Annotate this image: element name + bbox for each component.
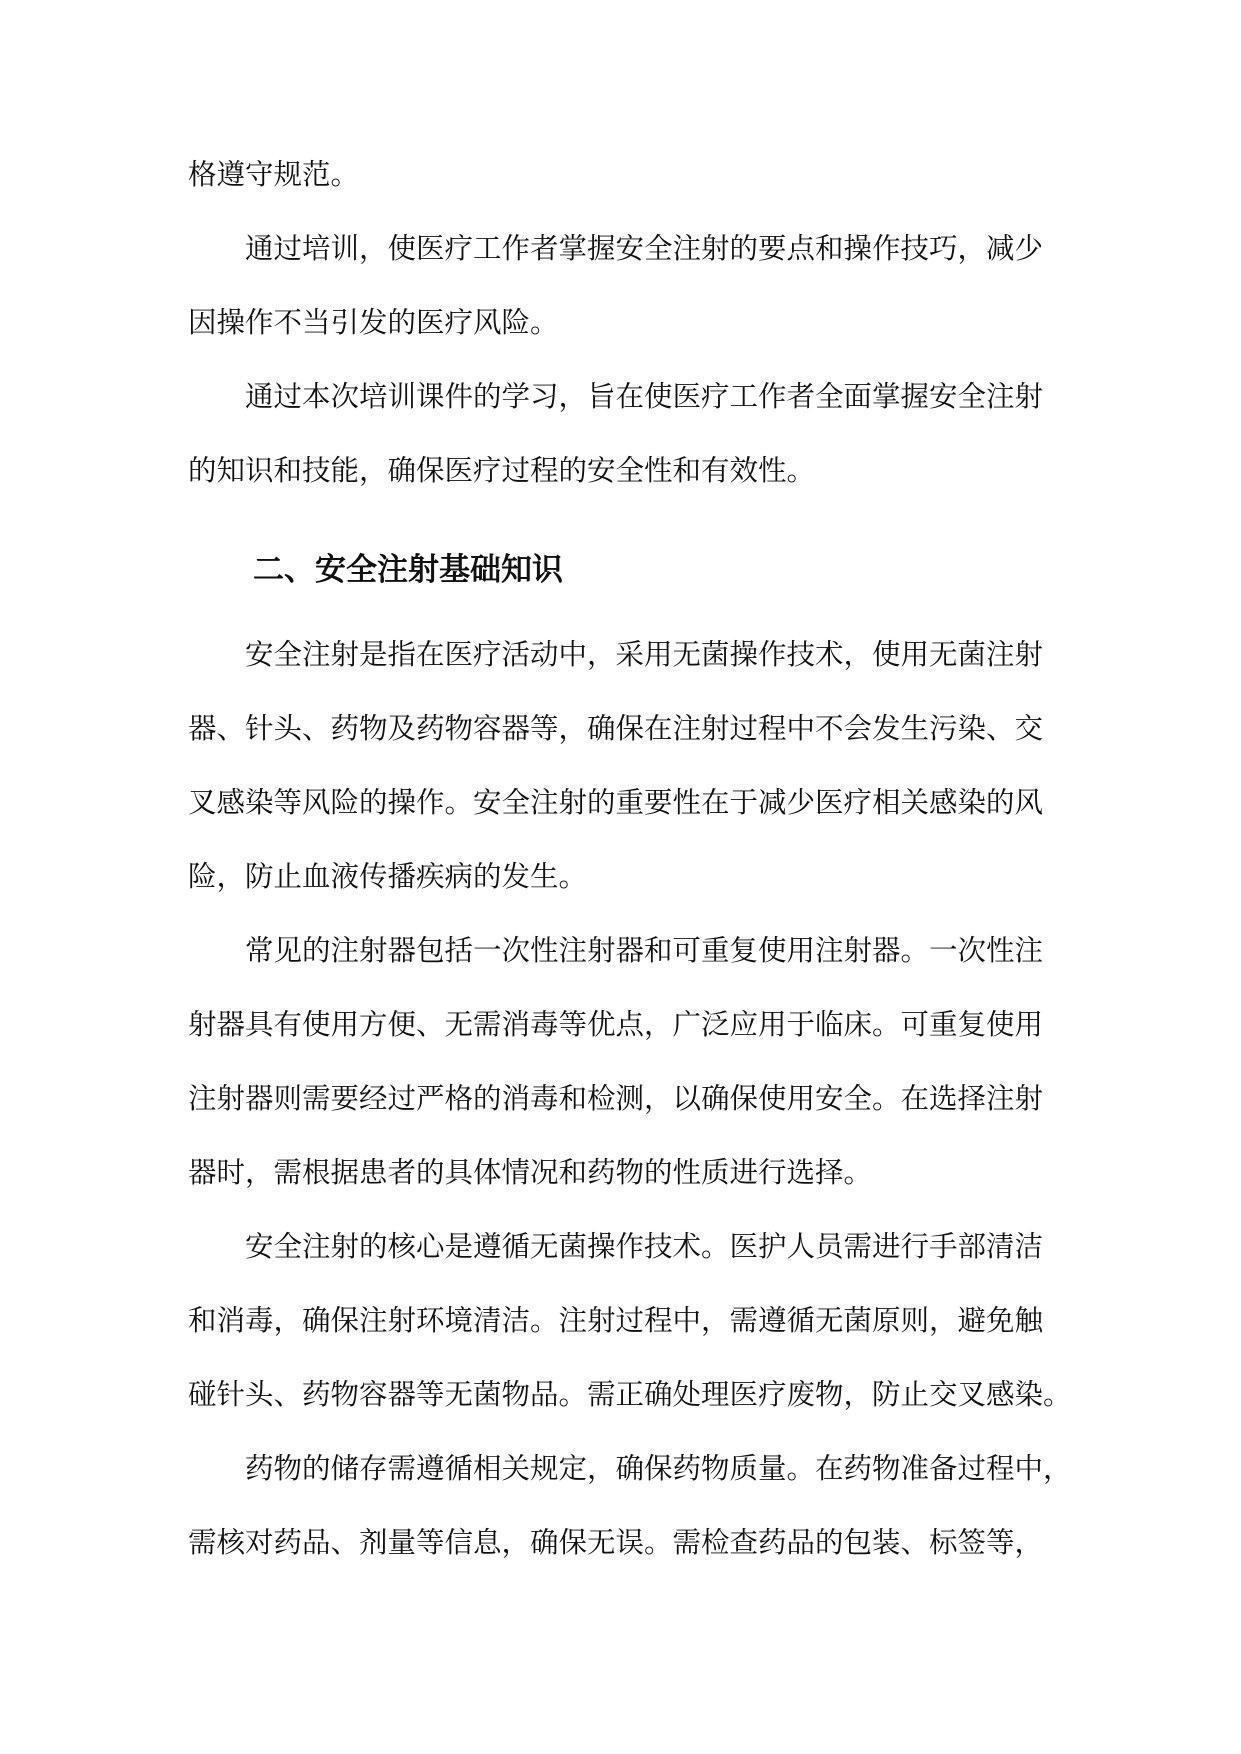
text-line: 射器具有使用方便、无需消毒等优点，广泛应用于临床。可重复使用 [188,1008,1044,1041]
text-line: 安全注射的核心是遵循无菌操作技术。医护人员需进行手部清洁 [245,1230,1044,1263]
text-line: 的知识和技能，确保医疗过程的安全性和有效性。 [188,454,816,487]
text-line: 和消毒，确保注射环境清洁。注射过程中，需遵循无菌原则，避免触 [188,1304,1044,1337]
text-line: 叉感染等风险的操作。安全注射的重要性在于减少医疗相关感染的风 [188,786,1044,819]
document-body [188,138,1072,1580]
text-line: 险，防止血液传播疾病的发生。 [188,860,588,893]
text-line: 需核对药品、剂量等信息，确保无误。需检查药品的包装、标签等， [188,1526,1044,1559]
text-line: 通过培训，使医疗工作者掌握安全注射的要点和操作技巧，减少 [245,232,1044,265]
text-line: 通过本次培训课件的学习，旨在使医疗工作者全面掌握安全注射 [245,380,1044,413]
section-heading: 二、安全注射基础知识 [253,552,563,588]
text-line: 药物的储存需遵循相关规定，确保药物质量。在药物准备过程中， [245,1452,1072,1485]
text-line: 器、针头、药物及药物容器等，确保在注射过程中不会发生污染、交 [188,712,1044,745]
text-line: 格遵守规范。 [188,158,360,191]
text-line: 因操作不当引发的医疗风险。 [188,306,559,339]
text-line: 碰针头、药物容器等无菌物品。需正确处理医疗废物，防止交叉感染。 [188,1378,1072,1411]
text-line: 安全注射是指在医疗活动中，采用无菌操作技术，使用无菌注射 [245,638,1044,671]
text-line: 器时，需根据患者的具体情况和药物的性质进行选择。 [188,1156,873,1189]
text-line: 常见的注射器包括一次性注射器和可重复使用注射器。一次性注 [245,934,1044,967]
text-line: 注射器则需要经过严格的消毒和检测，以确保使用安全。在选择注射 [188,1082,1044,1115]
